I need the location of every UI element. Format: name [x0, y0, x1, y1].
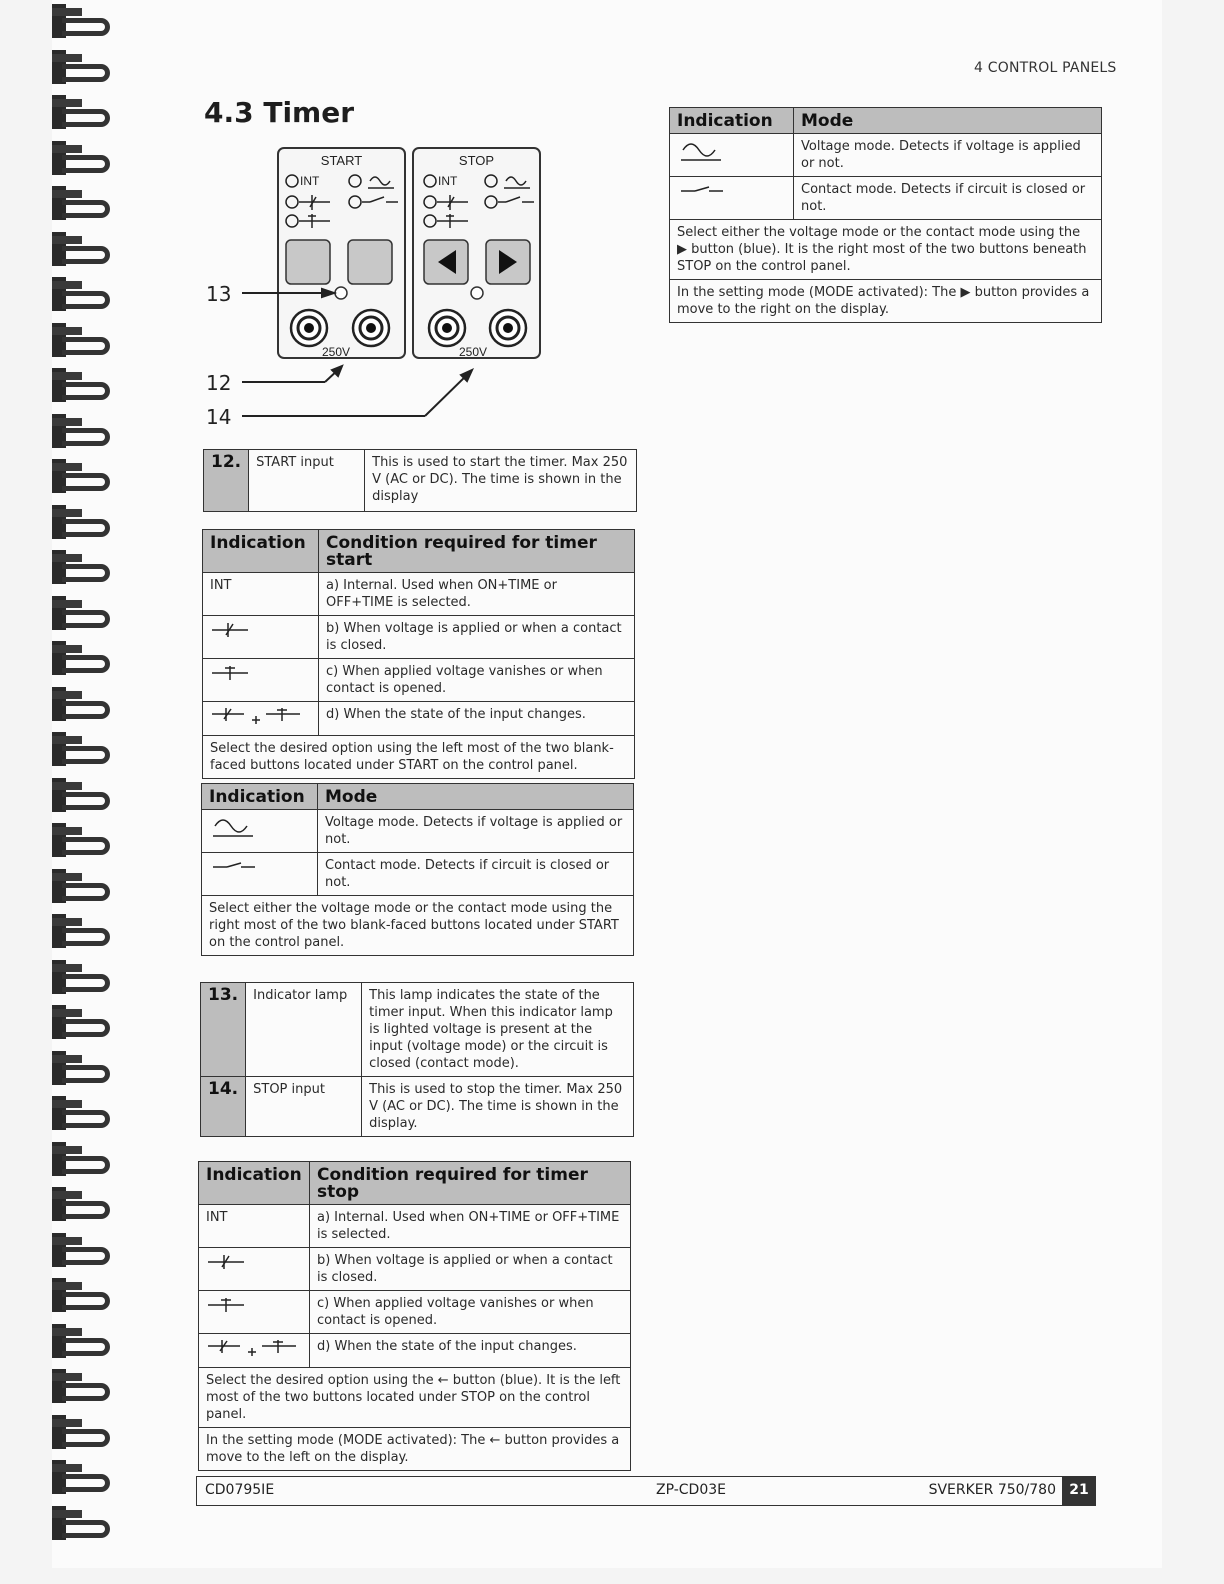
binding-ring	[52, 368, 110, 406]
table-note: Select the desired option using the ← button (blue). It is the left most of the two buttons located under STOP on the control panel.	[199, 1368, 631, 1428]
closing-contact-icon	[203, 616, 319, 659]
stop-int-label: INT	[438, 174, 458, 188]
binding-ring	[52, 4, 110, 42]
opening-contact-icon	[203, 659, 319, 702]
callout-12: 12	[206, 371, 232, 395]
mode-cell: Contact mode. Detects if circuit is closed or not.	[794, 177, 1102, 220]
col-indication: Indication	[199, 1162, 310, 1205]
table-row	[670, 134, 1102, 177]
table-row	[199, 1334, 631, 1368]
voltage-mode-icon	[202, 810, 318, 853]
condition-cell: c) When applied voltage vanishes or when contact is opened.	[310, 1291, 631, 1334]
binding-ring	[52, 141, 110, 179]
table-row	[203, 702, 635, 736]
binding-ring	[52, 277, 110, 315]
start-voltage-label: 250V	[322, 345, 351, 359]
binding-ring	[52, 960, 110, 998]
binding-ring	[52, 778, 110, 816]
footer-code: ZP-CD03E	[656, 1482, 726, 1498]
binding-ring	[52, 1278, 110, 1316]
table-note: Select the desired option using the left most of the two blank-faced buttons located under START on the control panel.	[203, 736, 635, 779]
start-condition-table	[202, 529, 635, 779]
lamp-stop-table	[200, 982, 634, 1137]
binding-ring	[52, 414, 110, 452]
col-indication: Indication	[670, 108, 794, 134]
binding-ring	[52, 323, 110, 361]
binding-ring	[52, 1460, 110, 1498]
item-description: This is used to stop the timer. Max 250 V (AC or DC). The time is shown in the display.	[362, 1077, 634, 1137]
col-mode: Mode	[318, 784, 634, 810]
page-footer	[196, 1476, 1096, 1506]
indication-cell: INT	[199, 1205, 310, 1248]
callout-13: 13	[206, 282, 232, 306]
table-note-row	[199, 1368, 631, 1428]
col-condition: Condition required for timer stop	[310, 1162, 631, 1205]
table-note-row	[202, 896, 634, 956]
table-row	[202, 853, 634, 896]
binding-ring	[52, 823, 110, 861]
binding-ring	[52, 1324, 110, 1362]
binding-ring	[52, 1096, 110, 1134]
mode-cell: Contact mode. Detects if circuit is closed or not.	[318, 853, 634, 896]
col-indication: Indication	[202, 784, 318, 810]
item-description: This is used to start the timer. Max 250 V (AC or DC). The time is shown in the display	[365, 450, 637, 512]
callout-14: 14	[206, 405, 232, 429]
binding-ring	[52, 641, 110, 679]
item-name: Indicator lamp	[246, 983, 362, 1077]
binding-ring	[52, 1005, 110, 1043]
item-number: 14.	[201, 1077, 246, 1137]
binding-ring	[52, 1415, 110, 1453]
closing-contact-icon	[199, 1248, 310, 1291]
table-note: Select either the voltage mode or the contact mode using the ▶ button (blue). It is the right most of the two buttons beneath STOP on the control panel.	[670, 220, 1102, 280]
spiral-binding	[52, 0, 112, 1568]
table-row	[199, 1205, 631, 1248]
table-row	[670, 177, 1102, 220]
start-mode-table	[201, 783, 634, 956]
item-name: START input	[249, 450, 365, 512]
binding-ring	[52, 1187, 110, 1225]
binding-ring	[52, 869, 110, 907]
table-row	[199, 1248, 631, 1291]
table-row	[199, 1291, 631, 1334]
condition-cell: d) When the state of the input changes.	[319, 702, 635, 736]
contact-mode-icon	[670, 177, 794, 220]
indication-cell: INT	[203, 573, 319, 616]
condition-cell: d) When the state of the input changes.	[310, 1334, 631, 1368]
table-row	[201, 1077, 634, 1137]
table-note-row	[670, 220, 1102, 280]
table-row	[203, 616, 635, 659]
table-row	[204, 450, 637, 512]
table-note: In the setting mode (MODE activated): The ▶ button provides a move to the right on the display.	[670, 280, 1102, 323]
voltage-mode-icon	[670, 134, 794, 177]
mode-cell: Voltage mode. Detects if voltage is applied or not.	[794, 134, 1102, 177]
binding-ring	[52, 914, 110, 952]
binding-ring	[52, 1233, 110, 1271]
binding-ring	[52, 505, 110, 543]
binding-ring	[52, 186, 110, 224]
table-header-row	[202, 784, 634, 810]
state-change-icon	[199, 1334, 310, 1368]
binding-ring	[52, 1506, 110, 1544]
binding-ring	[52, 687, 110, 725]
binding-ring	[52, 732, 110, 770]
binding-ring	[52, 1051, 110, 1089]
binding-ring	[52, 232, 110, 270]
table-row	[202, 810, 634, 853]
timer-panel-diagram	[200, 140, 560, 430]
binding-ring	[52, 550, 110, 588]
state-change-icon	[203, 702, 319, 736]
section-header: 4 CONTROL PANELS	[974, 60, 1117, 76]
binding-ring	[52, 50, 110, 88]
item-name: STOP input	[246, 1077, 362, 1137]
condition-cell: c) When applied voltage vanishes or when contact is opened.	[319, 659, 635, 702]
table-row	[201, 983, 634, 1077]
col-condition: Condition required for timer start	[319, 530, 635, 573]
binding-ring	[52, 596, 110, 634]
start-input-table	[203, 449, 637, 512]
contact-mode-icon	[202, 853, 318, 896]
item-number: 12.	[204, 450, 249, 512]
table-header-row	[199, 1162, 631, 1205]
table-note-row	[199, 1428, 631, 1471]
opening-contact-icon	[199, 1291, 310, 1334]
table-header-row	[203, 530, 635, 573]
col-mode: Mode	[794, 108, 1102, 134]
table-note: Select either the voltage mode or the contact mode using the right most of the two blank-faced buttons located under START on the control panel.	[202, 896, 634, 956]
table-note-row	[670, 280, 1102, 323]
table-header-row	[670, 108, 1102, 134]
table-note-row	[203, 736, 635, 779]
binding-ring	[52, 1369, 110, 1407]
col-indication: Indication	[203, 530, 319, 573]
table-row	[203, 573, 635, 616]
binding-ring	[52, 1142, 110, 1180]
condition-cell: a) Internal. Used when ON+TIME or OFF+TIME is selected.	[319, 573, 635, 616]
stop-mode-table	[669, 107, 1102, 323]
stop-panel-label: STOP	[458, 153, 495, 168]
panel-drawing	[200, 140, 560, 430]
mode-cell: Voltage mode. Detects if voltage is applied or not.	[318, 810, 634, 853]
item-number: 13.	[201, 983, 246, 1077]
stop-voltage-label: 250V	[459, 345, 488, 359]
item-description: This lamp indicates the state of the timer input. When this indicator lamp is lighted voltage is present at the input (voltage mode) or the circuit is closed (contact mode).	[362, 983, 634, 1077]
table-row	[203, 659, 635, 702]
table-note: In the setting mode (MODE activated): The ← button provides a move to the left on the display.	[199, 1428, 631, 1471]
binding-ring	[52, 95, 110, 133]
condition-cell: b) When voltage is applied or when a contact is closed.	[310, 1248, 631, 1291]
footer-doc-id: CD0795IE	[196, 1477, 282, 1505]
stop-condition-table	[198, 1161, 631, 1471]
page-number: 21	[1062, 1477, 1096, 1505]
page-title: 4.3 Timer	[204, 96, 355, 129]
condition-cell: a) Internal. Used when ON+TIME or OFF+TIME is selected.	[310, 1205, 631, 1248]
footer-product: SVERKER 750/780	[928, 1482, 1056, 1498]
binding-ring	[52, 459, 110, 497]
start-int-label: INT	[300, 174, 320, 188]
start-panel-label: START	[320, 153, 363, 168]
condition-cell: b) When voltage is applied or when a contact is closed.	[319, 616, 635, 659]
